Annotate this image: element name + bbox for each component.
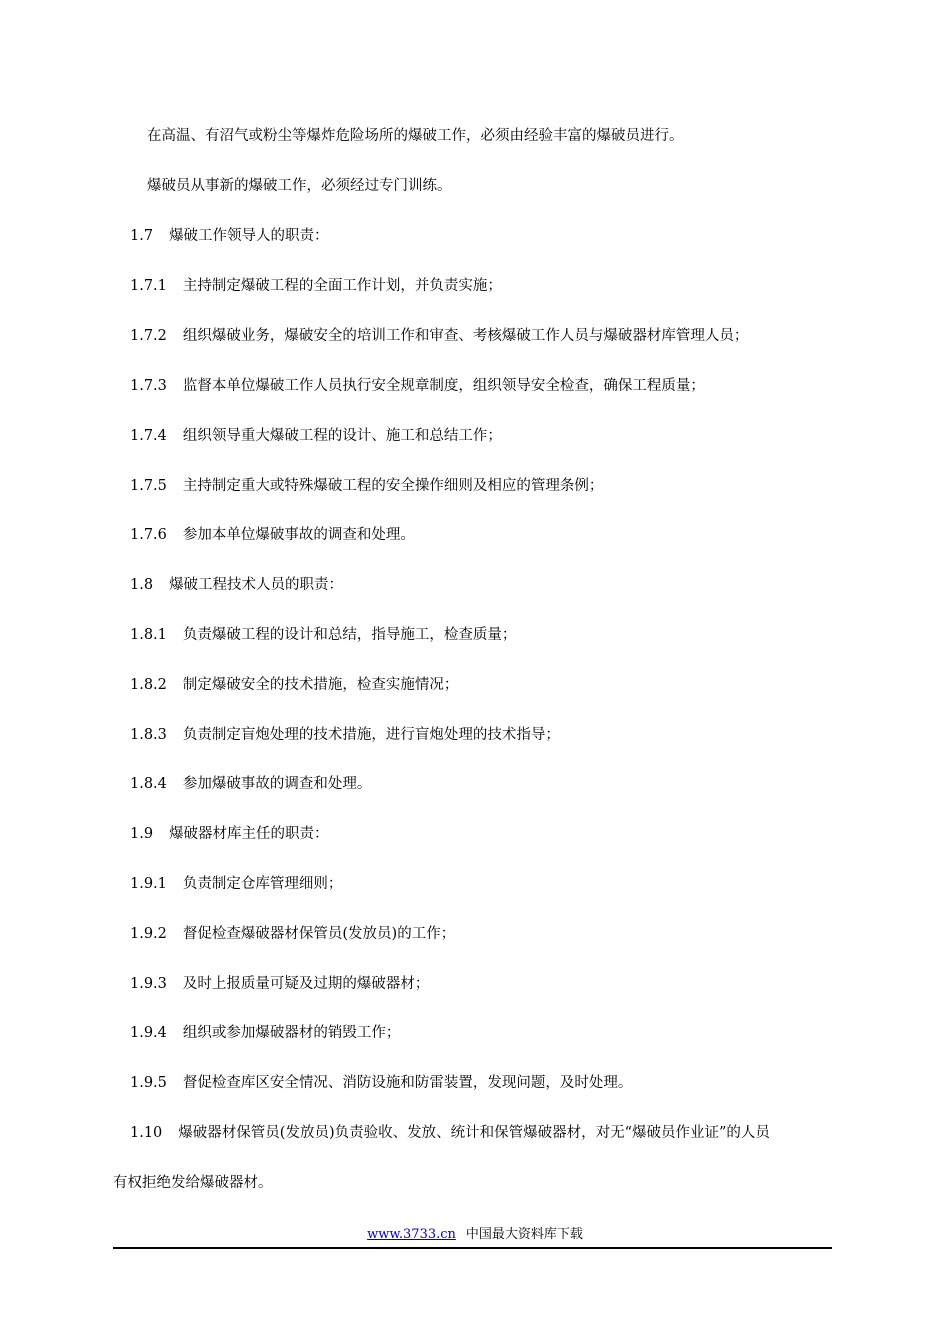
clause-text: 负责制定仓库管理细则；: [182, 876, 343, 892]
clause-1-9-1: [130, 874, 342, 894]
clause-text: 负责爆破工程的设计和总结，指导施工，检查质量；: [182, 627, 517, 643]
clause-number: 1.8.2: [130, 677, 167, 693]
clause-1-9-5: [130, 1073, 632, 1093]
clause-text: 督促检查库区安全情况、消防设施和防雷装置，发现问题，及时处理。: [182, 1075, 633, 1091]
paragraph-intro-1: 在高温、有沼气或粉尘等爆炸危险场所的爆破工作，必须由经验丰富的爆破员进行。: [147, 128, 684, 144]
clause-1-7-4: [130, 426, 502, 446]
clause-text: 及时上报质量可疑及过期的爆破器材；: [182, 976, 430, 992]
clause-number: 1.8.1: [130, 627, 167, 643]
clause-number: 1.7.6: [130, 527, 167, 543]
footer-text: 中国最大资料库下载: [465, 1227, 583, 1242]
clause-text: 组织或参加爆破器材的销毁工作；: [182, 1025, 401, 1041]
clause-text: 爆破器材保管员(发放员)负责验收、发放、统计和保管爆破器材，对无“爆破员作业证”的人员: [178, 1125, 770, 1141]
clause-number: 1.7.4: [130, 428, 167, 444]
clause-1-9-2: [130, 924, 455, 944]
clause-text: 组织爆破业务，爆破安全的培训工作和审查、考核爆破工作人员与爆破器材库管理人员；: [182, 328, 749, 344]
clause-number: 1.10: [130, 1125, 163, 1141]
clause-1-8-2: [130, 675, 458, 695]
clause-text: 督促检查爆破器材保管员(发放员)的工作；: [182, 926, 456, 942]
clause-1-7-2: [130, 326, 748, 346]
clause-text: 制定爆破安全的技术措施，检查实施情况；: [182, 677, 459, 693]
clause-number: 1.9: [130, 826, 154, 842]
footer-divider: [113, 1247, 832, 1249]
clause-1-9-4: [130, 1023, 400, 1043]
clause-number: 1.8.3: [130, 727, 167, 743]
clause-1-8-1: [130, 625, 516, 645]
clause-1-9: [130, 824, 329, 844]
clause-1-8-4: [130, 774, 371, 794]
clause-text: 主持制定重大或特殊爆破工程的安全操作细则及相应的管理条例；: [182, 478, 604, 494]
clause-number: 1.9.5: [130, 1075, 167, 1091]
clause-text: 爆破器材库主任的职责：: [169, 826, 329, 842]
clause-1-7-6: [130, 525, 415, 545]
clause-number: 1.7.1: [130, 278, 167, 294]
clause-number: 1.9.2: [130, 926, 167, 942]
clause-text: 爆破工程技术人员的职责：: [169, 577, 344, 593]
clause-1-9-3: [130, 974, 429, 994]
clause-number: 1.7.2: [130, 328, 167, 344]
clause-number: 1.7.5: [130, 478, 167, 494]
clause-text: 参加爆破事故的调查和处理。: [182, 776, 372, 792]
clause-text: 负责制定盲炮处理的技术措施，进行盲炮处理的技术指导；: [182, 727, 560, 743]
footer-link[interactable]: www.3733.cn: [367, 1227, 456, 1242]
clause-1-7-1: [130, 276, 502, 296]
clause-1-10: [130, 1123, 770, 1143]
clause-number: 1.7.3: [130, 378, 167, 394]
clause-number: 1.7: [130, 228, 154, 244]
clause-number: 1.9.3: [130, 976, 167, 992]
clause-1-7: [130, 226, 329, 246]
clause-number: 1.8: [130, 577, 154, 593]
clause-1-8: [130, 575, 343, 595]
clause-1-8-3: [130, 725, 560, 745]
clause-text: 参加本单位爆破事故的调查和处理。: [182, 527, 415, 543]
clause-number: 1.8.4: [130, 776, 167, 792]
clause-text: 爆破工作领导人的职责：: [169, 228, 329, 244]
clause-text: 组织领导重大爆破工程的设计、施工和总结工作；: [182, 428, 502, 444]
clause-text: 监督本单位爆破工作人员执行安全规章制度，组织领导安全检查，确保工程质量；: [182, 378, 705, 394]
clause-1-10-continuation: 有权拒绝发给爆破器材。: [113, 1175, 273, 1191]
clause-1-7-5: [130, 476, 603, 496]
clause-number: 1.9.4: [130, 1025, 167, 1041]
clause-1-7-3: [130, 376, 705, 396]
paragraph-intro-2: 爆破员从事新的爆破工作，必须经过专门训练。: [147, 178, 452, 194]
page-footer: [0, 1226, 950, 1244]
clause-text: 主持制定爆破工程的全面工作计划，并负责实施；: [182, 278, 502, 294]
clause-number: 1.9.1: [130, 876, 167, 892]
